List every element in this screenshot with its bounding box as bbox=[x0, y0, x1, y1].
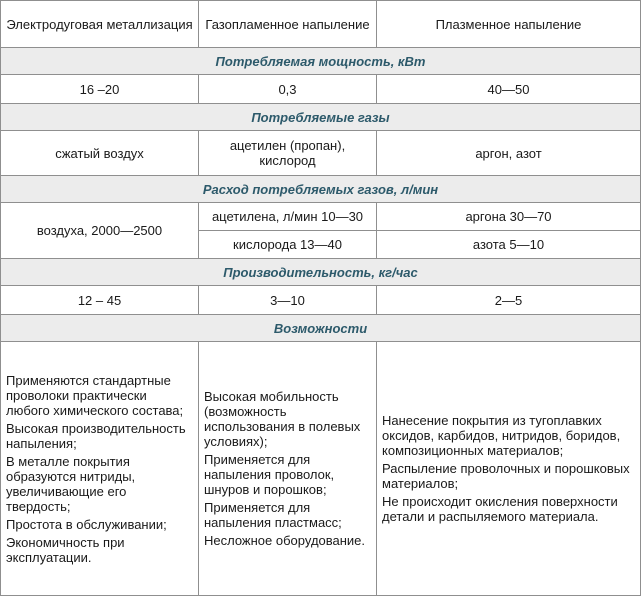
section-title-capabilities: Возможности bbox=[1, 315, 641, 342]
section-row-power bbox=[1, 48, 641, 75]
header-gas-flame: Газопламенное напыление bbox=[199, 1, 377, 48]
productivity-plasma: 2—5 bbox=[377, 286, 641, 315]
gases-plasma: аргон, азот bbox=[377, 131, 641, 176]
capability-item: Применяется для напыления пластмасс; bbox=[204, 500, 342, 530]
section-row-capabilities bbox=[1, 315, 641, 342]
gas-flow-row-1 bbox=[1, 203, 641, 231]
capabilities-gas-flame bbox=[199, 342, 377, 596]
capability-item: Применяется для напыления проволок, шнуров и порошков; bbox=[204, 452, 335, 497]
capability-item: В металле покрытия образуются нитриды, увеличивающие его твердость; bbox=[6, 453, 136, 514]
capabilities-electric-arc bbox=[1, 342, 199, 596]
capability-item: Не происходит окисления поверхности детали и распыляемого материала. bbox=[382, 494, 618, 524]
productivity-electric-arc: 12 – 45 bbox=[1, 286, 199, 315]
capability-item: Распыление проволочных и порошковых материалов; bbox=[382, 461, 630, 491]
section-title-productivity: Производительность, кг/час bbox=[1, 259, 641, 286]
power-electric-arc: 16 –20 bbox=[1, 75, 199, 104]
capability-item: Применяются стандартные проволоки практически любого химического состава; bbox=[6, 372, 184, 418]
capabilities-plasma bbox=[377, 342, 641, 596]
power-plasma: 40—50 bbox=[377, 75, 641, 104]
capabilities-row bbox=[1, 342, 641, 596]
gas-flow-electric-arc: воздуха, 2000—2500 bbox=[1, 203, 199, 259]
section-title-gas-flow: Расход потребляемых газов, л/мин bbox=[1, 176, 641, 203]
capability-item: Экономичность при эксплуатации. bbox=[6, 534, 125, 565]
capability-item: Высокая производительность напыления; bbox=[6, 420, 186, 451]
section-row-gas-flow bbox=[1, 176, 641, 203]
capability-item: Нанесение покрытия из тугоплавких оксидов, карбидов, нитридов, боридов, композиционных материалов; bbox=[382, 413, 621, 458]
power-gas-flame: 0,3 bbox=[199, 75, 377, 104]
header-plasma: Плазменное напыление bbox=[377, 1, 641, 48]
section-row-gases bbox=[1, 104, 641, 131]
gases-electric-arc: сжатый воздух bbox=[1, 131, 199, 176]
header-row bbox=[1, 1, 641, 48]
section-row-productivity bbox=[1, 259, 641, 286]
productivity-gas-flame: 3—10 bbox=[199, 286, 377, 315]
gas-flow-nitrogen: азота 5—10 bbox=[377, 231, 641, 259]
gases-row bbox=[1, 131, 641, 176]
gas-flow-oxygen: кислорода 13—40 bbox=[199, 231, 377, 259]
capability-item: Несложное оборудование. bbox=[204, 533, 366, 548]
section-title-power: Потребляемая мощность, кВт bbox=[1, 48, 641, 75]
gas-flow-argon: аргона 30—70 bbox=[377, 203, 641, 231]
power-row bbox=[1, 75, 641, 104]
capability-item: Простота в обслуживании; bbox=[6, 516, 167, 532]
header-electric-arc: Электродуговая металлизация bbox=[1, 1, 199, 48]
gas-flow-acetylene: ацетилена, л/мин 10—30 bbox=[199, 203, 377, 231]
gases-gas-flame: ацетилен (пропан), кислород bbox=[199, 131, 377, 176]
productivity-row bbox=[1, 286, 641, 315]
capability-item: Высокая мобильность (возможность использования в полевых условиях); bbox=[204, 389, 361, 449]
section-title-gases: Потребляемые газы bbox=[1, 104, 641, 131]
